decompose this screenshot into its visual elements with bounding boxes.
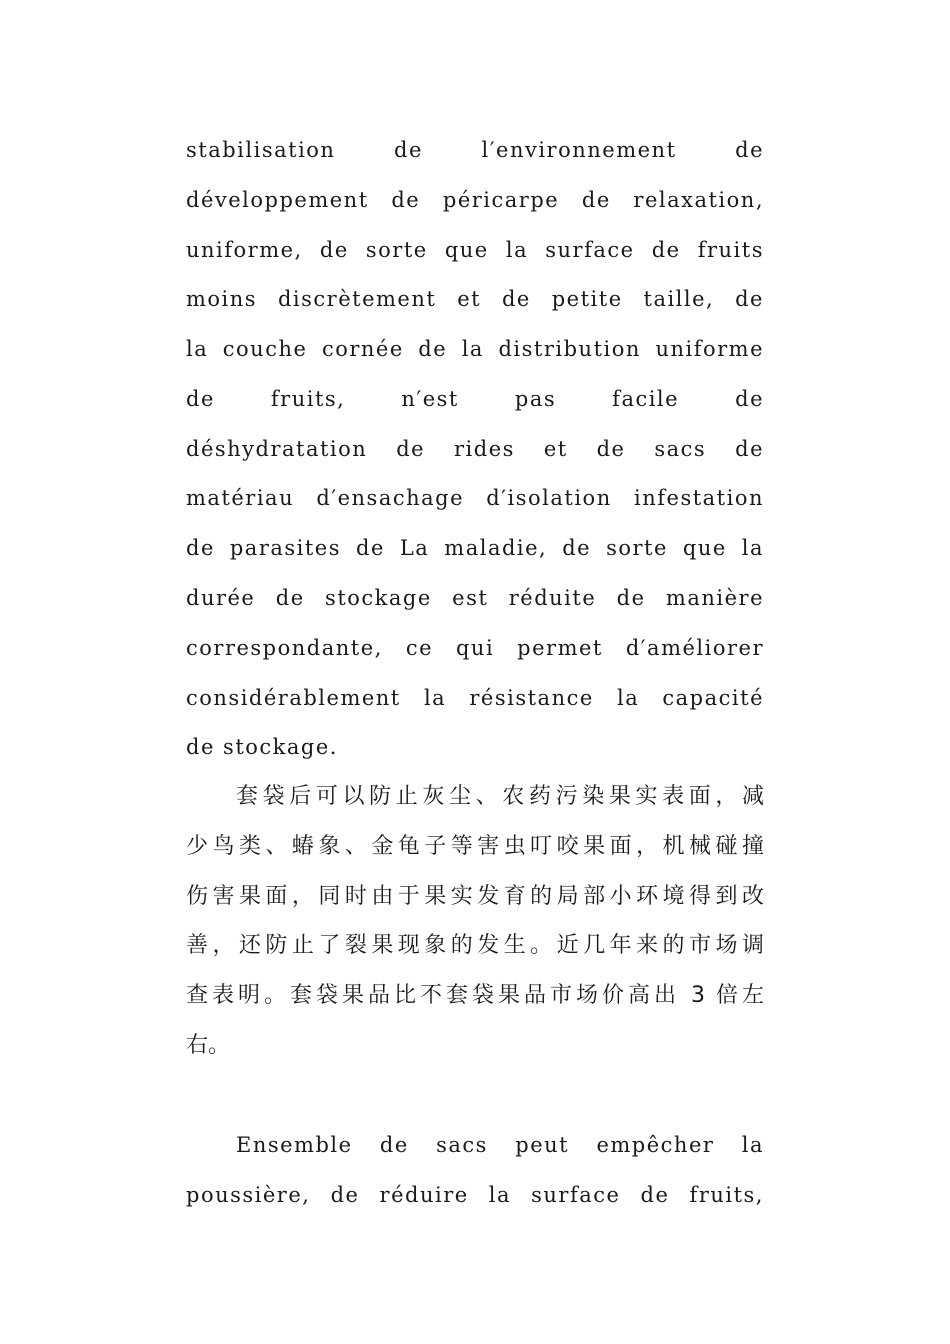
- text-line: durée de stockage est réduite de manière: [186, 586, 764, 610]
- text-line: de fruits, n′est pas facile de: [186, 387, 764, 411]
- text-line: développement de péricarpe de relaxation,: [186, 188, 764, 212]
- text-line: 伤害果面，同时由于果实发育的局部小环境得到改: [186, 884, 764, 909]
- text-line: stabilisation de l′environnement de: [186, 138, 764, 162]
- text-line: de parasites de La maladie, de sorte que la: [186, 536, 764, 560]
- text-line: 少鸟类、蝽象、金龟子等害虫叮咬果面，机械碰撞: [186, 834, 764, 859]
- text-line: moins discrètement et de petite taille, de: [186, 287, 764, 311]
- text-line: 右。: [186, 1033, 231, 1058]
- text-line: de stockage.: [186, 735, 338, 759]
- text-line: la couche cornée de la distribution uniforme: [186, 337, 764, 361]
- text-line: uniforme, de sorte que la surface de fruits: [186, 238, 764, 262]
- text-line: 查表明。套袋果品比不套袋果品市场价高出 3 倍左: [186, 983, 764, 1008]
- text-line: matériau d′ensachage d′isolation infestation: [186, 486, 764, 510]
- text-line: poussière, de réduire la surface de fruits,: [186, 1183, 764, 1207]
- paragraph-first-line: Ensemble de sacs peut empêcher la: [236, 1133, 764, 1157]
- text-line: déshydratation de rides et de sacs de: [186, 437, 764, 461]
- paragraph-first-line: 套袋后可以防止灰尘、农药污染果实表面，减: [236, 784, 764, 809]
- text-line: 善，还防止了裂果现象的发生。近几年来的市场调: [186, 933, 764, 958]
- text-line: considérablement la résistance la capacité: [186, 686, 764, 710]
- text-line: correspondante, ce qui permet d′améliorer: [186, 636, 764, 660]
